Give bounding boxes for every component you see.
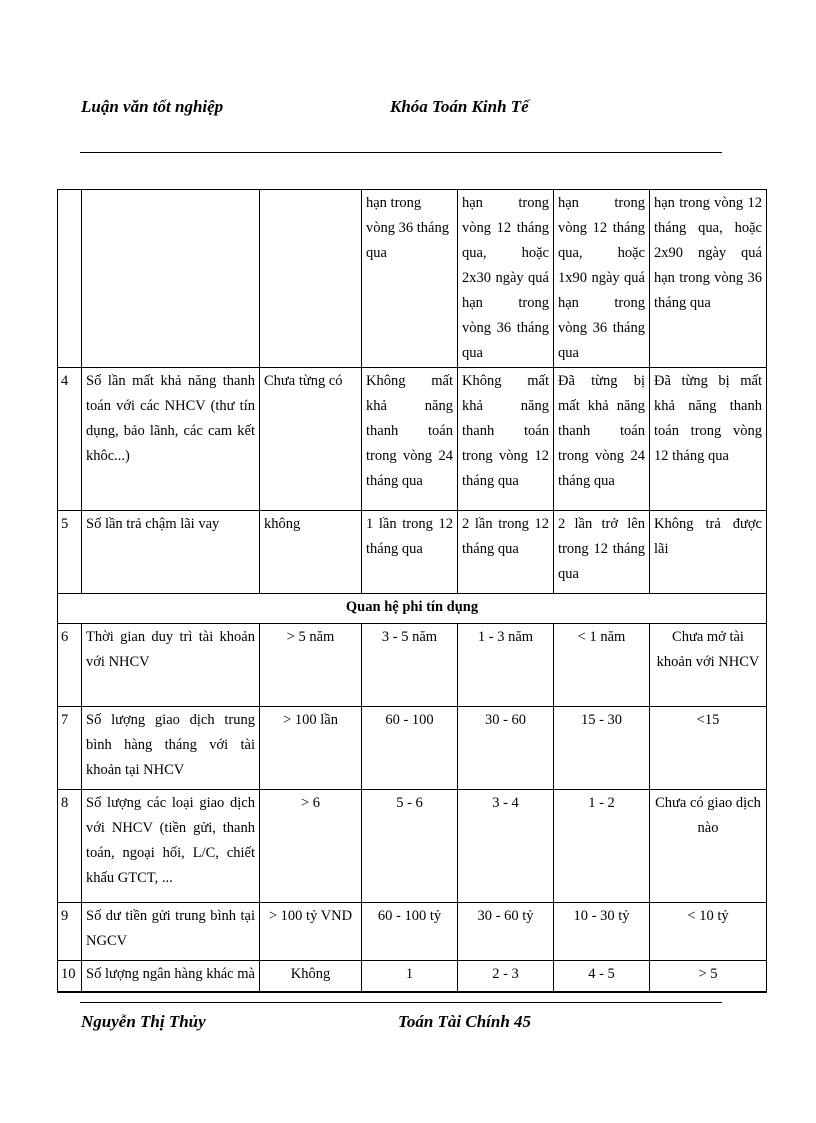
score-cell: Không mất khả năng thanh toán trong vòng 12 tháng qua [458, 368, 554, 511]
criterion-cell: Số lượng ngân hàng khác mà [82, 961, 260, 992]
score-cell: hạn trong vòng 12 tháng qua, hoặc 2x30 ngày quá hạn trong vòng 36 tháng qua [458, 190, 554, 368]
score-cell: 2 lần trở lên trong 12 tháng qua [554, 511, 650, 594]
score-cell: < 1 năm [554, 624, 650, 707]
score-cell: hạn trong vòng 36 tháng qua [362, 190, 458, 368]
header-left: Luận văn tốt nghiệp [81, 97, 224, 116]
header-right: Khóa Toán Kinh Tế [390, 97, 529, 116]
section-row [58, 594, 767, 624]
score-cell: Đã từng bị mất khả năng thanh toán trong vòng 12 tháng qua [650, 368, 767, 511]
criterion-cell: Số lượng giao dịch trung bình hàng tháng với tài khoản tại NHCV [82, 707, 260, 790]
table-row [58, 961, 767, 992]
score-cell: 30 - 60 tỷ [458, 903, 554, 961]
score-cell: 1 lần trong 12 tháng qua [362, 511, 458, 594]
score-cell: > 6 [260, 790, 362, 903]
row-number [58, 190, 82, 368]
score-cell: 3 - 5 năm [362, 624, 458, 707]
score-cell: hạn trong vòng 12 tháng qua, hoặc 2x90 ngày quá hạn trong vòng 36 tháng qua [650, 190, 767, 368]
score-cell: Chưa mở tài khoản với NHCV [650, 624, 767, 707]
score-cell: Không [260, 961, 362, 992]
table-row [58, 511, 767, 594]
row-number: 5 [58, 511, 82, 594]
score-cell: 10 - 30 tỷ [554, 903, 650, 961]
score-cell: > 100 lần [260, 707, 362, 790]
score-cell: 2 - 3 [458, 961, 554, 992]
score-cell: 1 - 3 năm [458, 624, 554, 707]
score-cell: 30 - 60 [458, 707, 554, 790]
criterion-cell: Số lần mất khả năng thanh toán với các NHCV (thư tín dụng, bảo lãnh, các cam kết khôc...) [82, 368, 260, 511]
score-cell: 1 - 2 [554, 790, 650, 903]
score-cell: Chưa từng có [260, 368, 362, 511]
score-cell: 5 - 6 [362, 790, 458, 903]
score-cell: 1 [362, 961, 458, 992]
row-number: 10 [58, 961, 82, 992]
row-number: 6 [58, 624, 82, 707]
criterion-cell: Số lần trả chậm lãi vay [82, 511, 260, 594]
footer-left: Nguyễn Thị Thủy [81, 1012, 206, 1031]
table-row [58, 903, 767, 961]
score-cell: không [260, 511, 362, 594]
table-row [58, 707, 767, 790]
score-cell: 2 lần trong 12 tháng qua [458, 511, 554, 594]
score-cell: hạn trong vòng 12 tháng qua, hoặc 1x90 ngày quá hạn trong vòng 36 tháng qua [554, 190, 650, 368]
header-rule [80, 152, 722, 153]
score-cell: 60 - 100 tỷ [362, 903, 458, 961]
footer-right: Toán Tài Chính 45 [398, 1012, 532, 1031]
score-cell: > 100 tỷ VND [260, 903, 362, 961]
score-cell: Đã từng bị mất khả năng thanh toán trong vòng 24 tháng qua [554, 368, 650, 511]
score-cell: < 10 tỷ [650, 903, 767, 961]
score-cell: > 5 năm [260, 624, 362, 707]
criterion-cell [82, 190, 260, 368]
score-cell: 3 - 4 [458, 790, 554, 903]
score-cell: Không mất khả năng thanh toán trong vòng 24 tháng qua [362, 368, 458, 511]
score-cell: Không trả được lãi [650, 511, 767, 594]
score-cell: 15 - 30 [554, 707, 650, 790]
row-number: 4 [58, 368, 82, 511]
table-row [58, 190, 767, 368]
section-title: Quan hệ phi tín dụng [58, 594, 767, 624]
score-cell: Chưa có giao dịch nào [650, 790, 767, 903]
footer-rule [80, 1002, 722, 1003]
score-cell: <15 [650, 707, 767, 790]
row-number: 7 [58, 707, 82, 790]
row-number: 9 [58, 903, 82, 961]
table-row [58, 790, 767, 903]
table-row [58, 368, 767, 511]
score-cell: 4 - 5 [554, 961, 650, 992]
criteria-table [57, 189, 767, 993]
criterion-cell: Thời gian duy trì tài khoản với NHCV [82, 624, 260, 707]
criterion-cell: Số lượng các loại giao dịch với NHCV (tiền gửi, thanh toán, ngoại hối, L/C, chiết khấu GTCT, ... [82, 790, 260, 903]
row-number: 8 [58, 790, 82, 903]
table-row [58, 624, 767, 707]
score-cell: > 5 [650, 961, 767, 992]
score-cell: 60 - 100 [362, 707, 458, 790]
criterion-cell: Số dư tiền gửi trung bình tại NGCV [82, 903, 260, 961]
score-cell [260, 190, 362, 368]
